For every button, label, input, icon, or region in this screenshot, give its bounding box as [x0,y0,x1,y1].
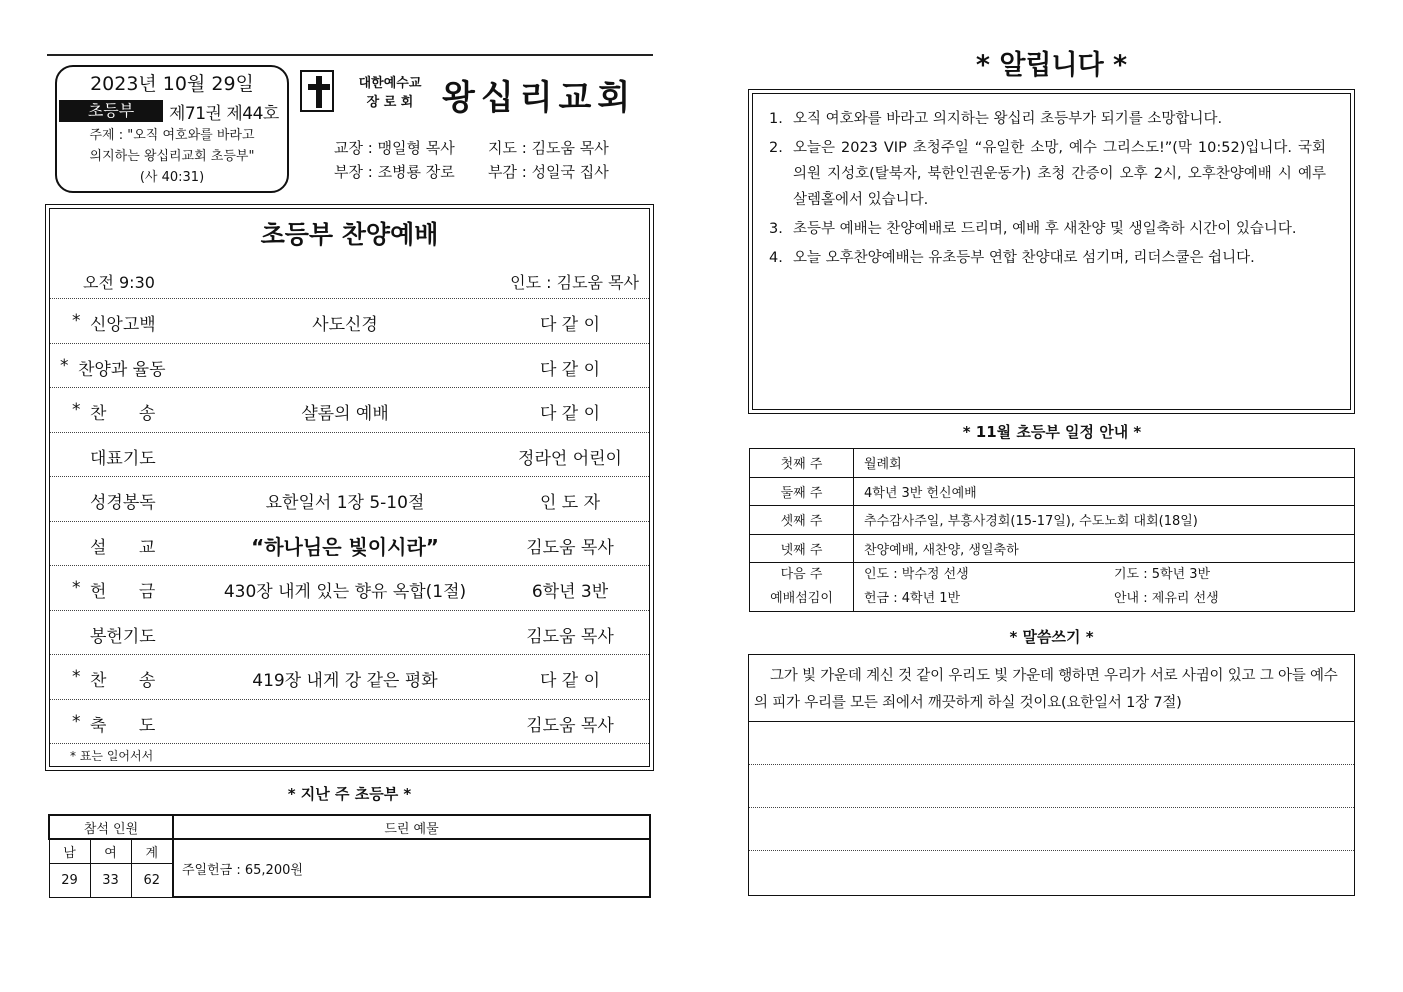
theme-line-2: 의지하는 왕십리교회 초등부" [89,149,255,164]
attendance-header: 참석 인원 [49,815,173,839]
schedule-week: 둘째 주 [750,477,854,506]
staff-head: 부장 : 조병룡 장로 [334,163,455,181]
col-female: 여 [90,839,131,863]
next-usher: 안내 : 제유리 선생 [1114,591,1219,606]
writing-line[interactable] [749,765,1354,808]
worship-item-person: 다 같 이 [539,315,601,335]
worship-item-name: 설 교 [90,537,156,558]
church-name: 왕십리교회 [442,78,637,118]
staff-list [334,136,609,184]
standing-marker: * [72,400,81,420]
worship-item-content: 샬롬의 예배 [301,404,389,424]
worship-item [50,433,649,478]
schedule-title: * 11월 초등부 일정 안내 * [962,423,1142,441]
announcement-item [769,216,1326,242]
worship-item-name: 찬 송 [90,404,156,424]
theme-reference: (사 40:31) [139,170,205,185]
worship-item-name: 봉헌기도 [90,626,156,647]
last-week-title: * 지난 주 초등부 * [287,785,412,803]
announcements-box [748,89,1355,414]
worship-item-person: 인 도 자 [539,493,601,513]
standing-marker: * [72,667,81,687]
female-count: 33 [90,863,131,897]
next-week-row [750,563,1355,612]
worship-order [45,204,654,771]
offering-amount: 주일헌금 : 65,200원 [173,839,650,897]
announcement-text: 오늘은 2023 VIP 초청주일 “유일한 소망, 예수 그리스도!”(막 10:52)입니다. 국회의원 지성호(탈북자, 북한인권운동가) 초청 간증이 오후 2시, 오후찬양예배 시 예루살렘홀에서 있습니다. [793,140,1326,208]
top-rule [47,54,653,56]
standing-note: * 표는 일어서서 [70,749,154,763]
announcement-text: 초등부 예배는 찬양예배로 드리며, 예배 후 새찬양 및 생일축하 시간이 있습니다. [793,221,1297,237]
worship-item-name: 성경봉독 [90,493,156,513]
denomination-line-1: 대한예수교 [358,76,422,91]
schedule-table [749,448,1355,612]
schedule-event: 4학년 3반 헌신예배 [854,477,1355,506]
church-logo [300,66,652,126]
announcements-inner [752,93,1351,410]
volume-number: 제71권 제44호 [169,103,279,124]
worship-item-content: 419장 내게 강 같은 평화 [252,671,438,691]
scripture-title: * 말씀쓰기 * [1009,628,1094,646]
staff-director: 지도 : 김도움 목사 [488,139,609,157]
staff-principal: 교장 : 맹일형 목사 [334,139,455,157]
worship-item-person: 김도움 목사 [526,537,614,558]
worship-item [50,344,649,389]
schedule-row [750,506,1355,535]
col-total: 계 [131,839,173,863]
standing-marker: * [72,311,81,331]
standing-marker: * [60,355,69,376]
staff-row [334,160,609,184]
worship-item-name: 축 도 [90,715,156,736]
denomination-line-2: 장 로 회 [366,95,414,110]
standing-marker: * [72,711,81,732]
worship-item [50,611,649,656]
announcement-number: 4. [769,250,783,266]
announcement-number: 3. [769,221,783,237]
next-prayer: 기도 : 5학년 3반 [1114,567,1211,582]
schedule-week: 넷째 주 [750,534,854,563]
issue-date: 2023년 10월 29일 [90,73,254,95]
cross-icon [300,70,334,112]
total-count: 62 [131,863,173,897]
worship-item-person: 다 같 이 [539,359,601,380]
worship-item-person: 6학년 3반 [531,582,609,602]
schedule-event: 추수감사주일, 부흥사경회(15-17일), 수도노회 대회(18일) [854,506,1355,535]
scripture-verse: 그가 빛 가운데 계신 것 같이 우리도 빛 가운데 행하면 우리가 서로 사귐이 있고 그 아들 예수의 피가 우리를 모든 죄에서 깨끗하게 하실 것이요(요한일서 1장 7절) [749,655,1354,722]
schedule-row [750,477,1355,506]
next-offering: 헌금 : 4학년 1반 [864,591,961,606]
service-leader: 인도 : 김도움 목사 [510,273,639,292]
announcement-number: 2. [769,140,783,156]
worship-item [50,477,649,522]
announcements-title: * 알립니다 * [975,50,1128,81]
worship-item-name: 대표기도 [90,448,156,469]
worship-item [50,655,649,700]
worship-item-name: 헌 금 [90,582,156,602]
worship-item-content: “하나님은 빛이시라” [251,534,439,559]
worship-item-person: 다 같 이 [539,404,601,424]
issue-info-box [55,65,289,193]
announcement-item [769,135,1326,213]
next-leader: 인도 : 박수정 선생 [864,567,969,582]
staff-row [334,136,609,160]
next-week-roles [854,563,1355,612]
worship-title: 초등부 찬양예배 [260,220,439,249]
worship-item-name: 찬 송 [90,671,156,691]
schedule-row [750,449,1355,478]
schedule-event: 찬양예배, 새찬양, 생일축하 [854,534,1355,563]
worship-item-name: 찬양과 율동 [78,359,166,380]
worship-item-person: 다 같 이 [539,671,601,691]
schedule-week: 셋째 주 [750,506,854,535]
staff-vice-head: 부감 : 성일국 집사 [488,163,609,181]
worship-item [50,299,649,344]
attendance-table [48,814,651,898]
worship-item-person: 김도움 목사 [526,626,614,647]
time-row [50,261,649,299]
announcement-item [769,245,1326,271]
worship-item [50,522,649,567]
schedule-row [750,534,1355,563]
writing-line[interactable] [749,722,1354,765]
writing-line[interactable] [749,851,1354,894]
worship-item [50,700,649,745]
worship-item-name: 신앙고백 [90,315,156,335]
denomination [350,74,430,112]
offering-header: 드린 예물 [173,815,650,839]
theme-line-1: 주제 : "오직 여호와를 바라고 [89,128,255,143]
standing-marker: * [72,578,81,598]
next-label-2: 예배섬김이 [770,591,833,606]
announcement-item [769,106,1326,132]
worship-item [50,566,649,611]
volume-row [57,99,287,123]
col-male: 남 [49,839,90,863]
worship-item-content: 430장 내게 있는 향유 옥합(1절) [223,582,467,602]
schedule-week: 첫째 주 [750,449,854,478]
department-badge: 초등부 [59,100,163,122]
worship-item [50,388,649,433]
next-label-1: 다음 주 [780,567,823,582]
worship-order-inner [49,208,650,767]
service-time: 오전 9:30 [83,273,155,292]
theme-text [57,125,287,188]
scripture-writing-box [748,654,1355,896]
announcement-text: 오직 여호와를 바라고 의지하는 왕십리 초등부가 되기를 소망합니다. [793,111,1223,127]
worship-item-person: 정라언 어린이 [518,448,622,469]
worship-item-content: 사도신경 [312,315,378,335]
worship-item-person: 김도움 목사 [526,715,614,736]
writing-line[interactable] [749,808,1354,851]
next-week-label [750,563,854,612]
worship-item-content: 요한일서 1장 5-10절 [265,493,425,513]
schedule-event: 월례회 [854,449,1355,478]
announcement-text: 오늘 오후찬양예배는 유초등부 연합 찬양대로 섬기며, 리더스쿨은 쉽니다. [793,250,1255,266]
announcement-number: 1. [769,111,783,127]
male-count: 29 [49,863,90,897]
